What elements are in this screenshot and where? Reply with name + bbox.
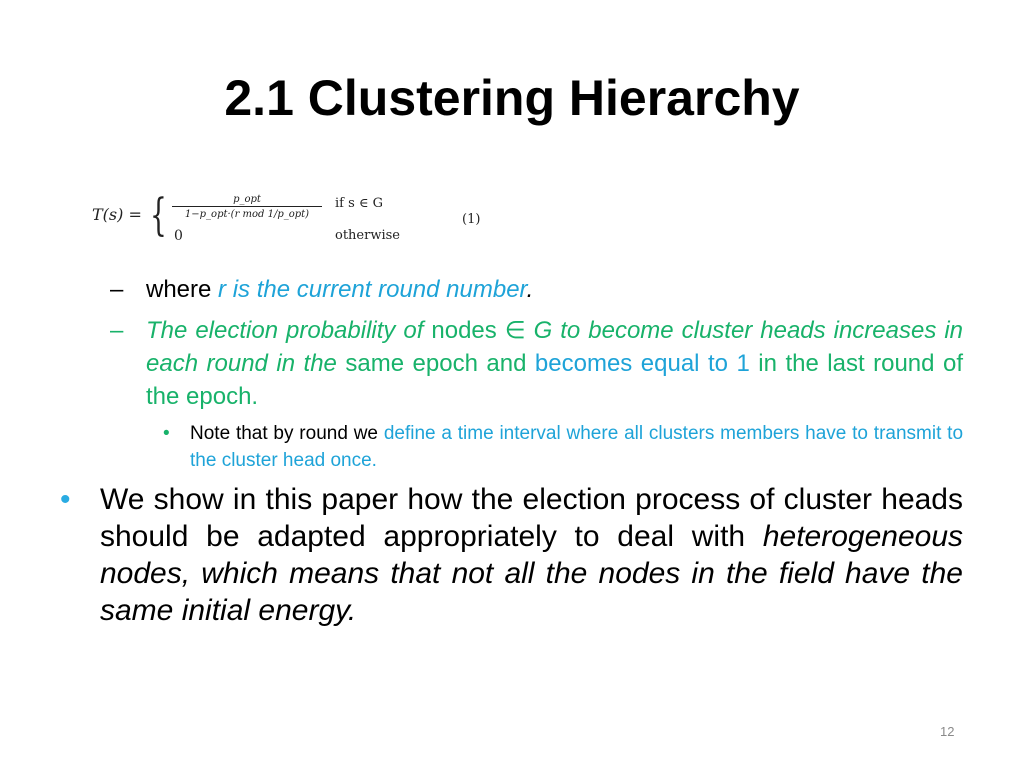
page-number: 12 bbox=[940, 724, 955, 739]
main-bullet-marker: • bbox=[60, 483, 71, 516]
sub-item-text: Note that by round we define a time interval where all clusters members have to transmit to the cluster head once. bbox=[190, 423, 964, 471]
slide-title: 2.1 Clustering Hierarchy bbox=[224, 70, 800, 126]
equation-case-zero: 0 bbox=[174, 228, 183, 244]
dash-item-text: The election probability of nodes ∈ G to become cluster heads increases in each round in the same epoch and becomes equal to 1 in the last round of the epoch. bbox=[146, 317, 963, 410]
main-item-text: We show in this paper how the election process of cluster heads should be adapted appropriately to deal with heterogeneous nodes, which means that not all the nodes in the field have the same initial energy. bbox=[100, 483, 963, 627]
dash-item-probability bbox=[110, 314, 963, 413]
main-bullet-item bbox=[60, 481, 963, 629]
fraction-denominator: 1−p_opt·(r mod 1/p_opt) bbox=[172, 206, 322, 222]
fraction-numerator: p_opt bbox=[233, 194, 261, 205]
sub-bullet-marker: • bbox=[163, 423, 170, 444]
sub-item-round-definition bbox=[163, 420, 963, 474]
equation-condition-1: if s ∈ G bbox=[335, 196, 384, 211]
equation-condition-2: otherwise bbox=[335, 228, 400, 243]
dash-item-round bbox=[110, 273, 963, 306]
equation-lhs: T(s) = bbox=[92, 205, 142, 224]
brace-icon: { bbox=[150, 190, 167, 241]
dash-marker: – bbox=[110, 317, 124, 344]
equation-number: (1) bbox=[462, 212, 481, 227]
dash-marker: – bbox=[110, 276, 124, 303]
equation bbox=[92, 190, 492, 250]
dash-item-text: where r is the current round number. bbox=[146, 276, 534, 303]
equation-fraction bbox=[172, 194, 322, 222]
